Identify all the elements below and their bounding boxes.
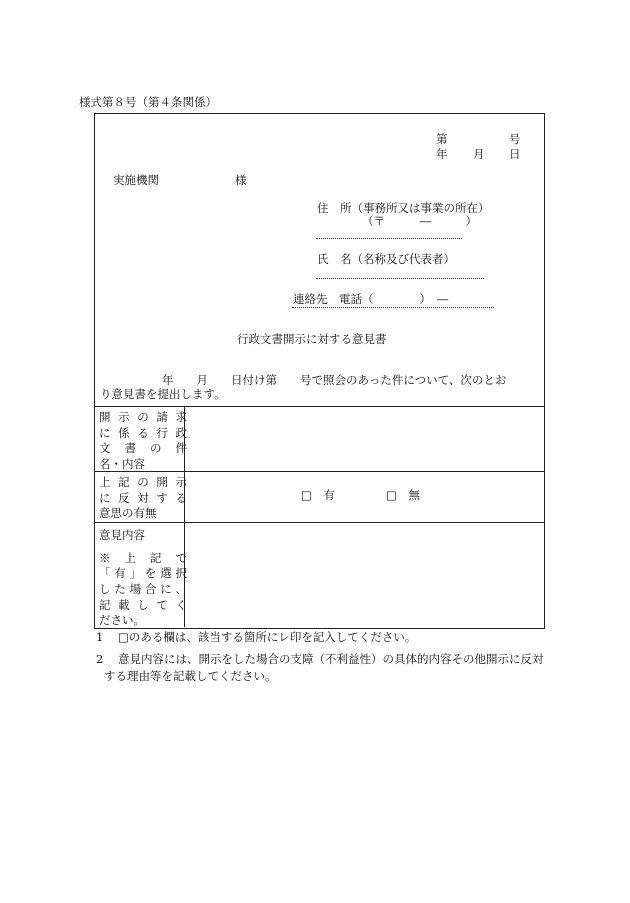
row1-value-cell[interactable] (185, 407, 542, 470)
row3-value-cell[interactable] (185, 523, 542, 626)
row2-label-line: 意思の有無 (99, 506, 157, 521)
row3-label-title: 意見内容 (99, 528, 145, 542)
row2-label (99, 475, 187, 522)
note-1-text: □のある欄は、該当する箇所にレ印を記入してください。 (118, 630, 417, 644)
row3-note-line: 記載してく (99, 597, 187, 612)
addressee: 実施機関 (113, 173, 159, 187)
option-yes-checkbox[interactable]: □ 有 (301, 488, 335, 502)
note-2-number: 2 (96, 652, 104, 666)
intro-line-1: 年 月 日付け第 号で照会のあった件について、次のとお (162, 373, 507, 387)
note-1-number: 1 (96, 630, 104, 644)
row3-label (99, 528, 187, 629)
contact-label: 連絡先 電話（ ） ― (293, 292, 449, 306)
note-2-text: 意見内容には、開示をした場合の支障（不利益性）の具体的内容その他開示に反対する理由等を記載してください。 (104, 652, 544, 684)
addressee-honorific: 様 (235, 173, 247, 187)
row3-note-line: した場合に、 (99, 581, 187, 596)
row2-label-line: 上記の開示 (99, 475, 187, 489)
postal-code: （〒 ― ） (362, 214, 477, 228)
date-month-label: 月 (473, 147, 485, 161)
row1-label (99, 410, 187, 473)
row1-label-line: に係る行政 (99, 425, 187, 440)
intro-line-2: り意見書を提出します。 (100, 387, 226, 401)
name-label: 氏 名（名称及び代表者） (317, 252, 455, 266)
name-line[interactable] (316, 278, 484, 279)
address-label: 住 所（事務所又は事業の所在） (317, 201, 490, 215)
date-year-label: 年 (436, 147, 448, 161)
number-label-go: 号 (509, 132, 521, 146)
row2-label-line: に反対する (99, 490, 187, 505)
row1-label-line: 開示の請求 (99, 410, 187, 424)
row3-note-line: 「有」を選択 (99, 566, 187, 581)
date-day-label: 日 (509, 147, 521, 161)
row1-label-line: 名・内容 (99, 456, 145, 471)
number-label-dai: 第 (436, 132, 448, 146)
option-no-checkbox[interactable]: □ 無 (386, 488, 420, 502)
address-line[interactable] (316, 238, 462, 239)
row3-note-line: ださい。 (99, 613, 145, 628)
form-id: 様式第８号（第４条関係） (79, 95, 217, 109)
contact-line[interactable] (292, 307, 494, 308)
row3-note-line: ※上記で (99, 550, 187, 565)
document-title: 行政文書開示に対する意見書 (237, 332, 387, 346)
row1-label-line: 文書の件 (99, 441, 187, 456)
